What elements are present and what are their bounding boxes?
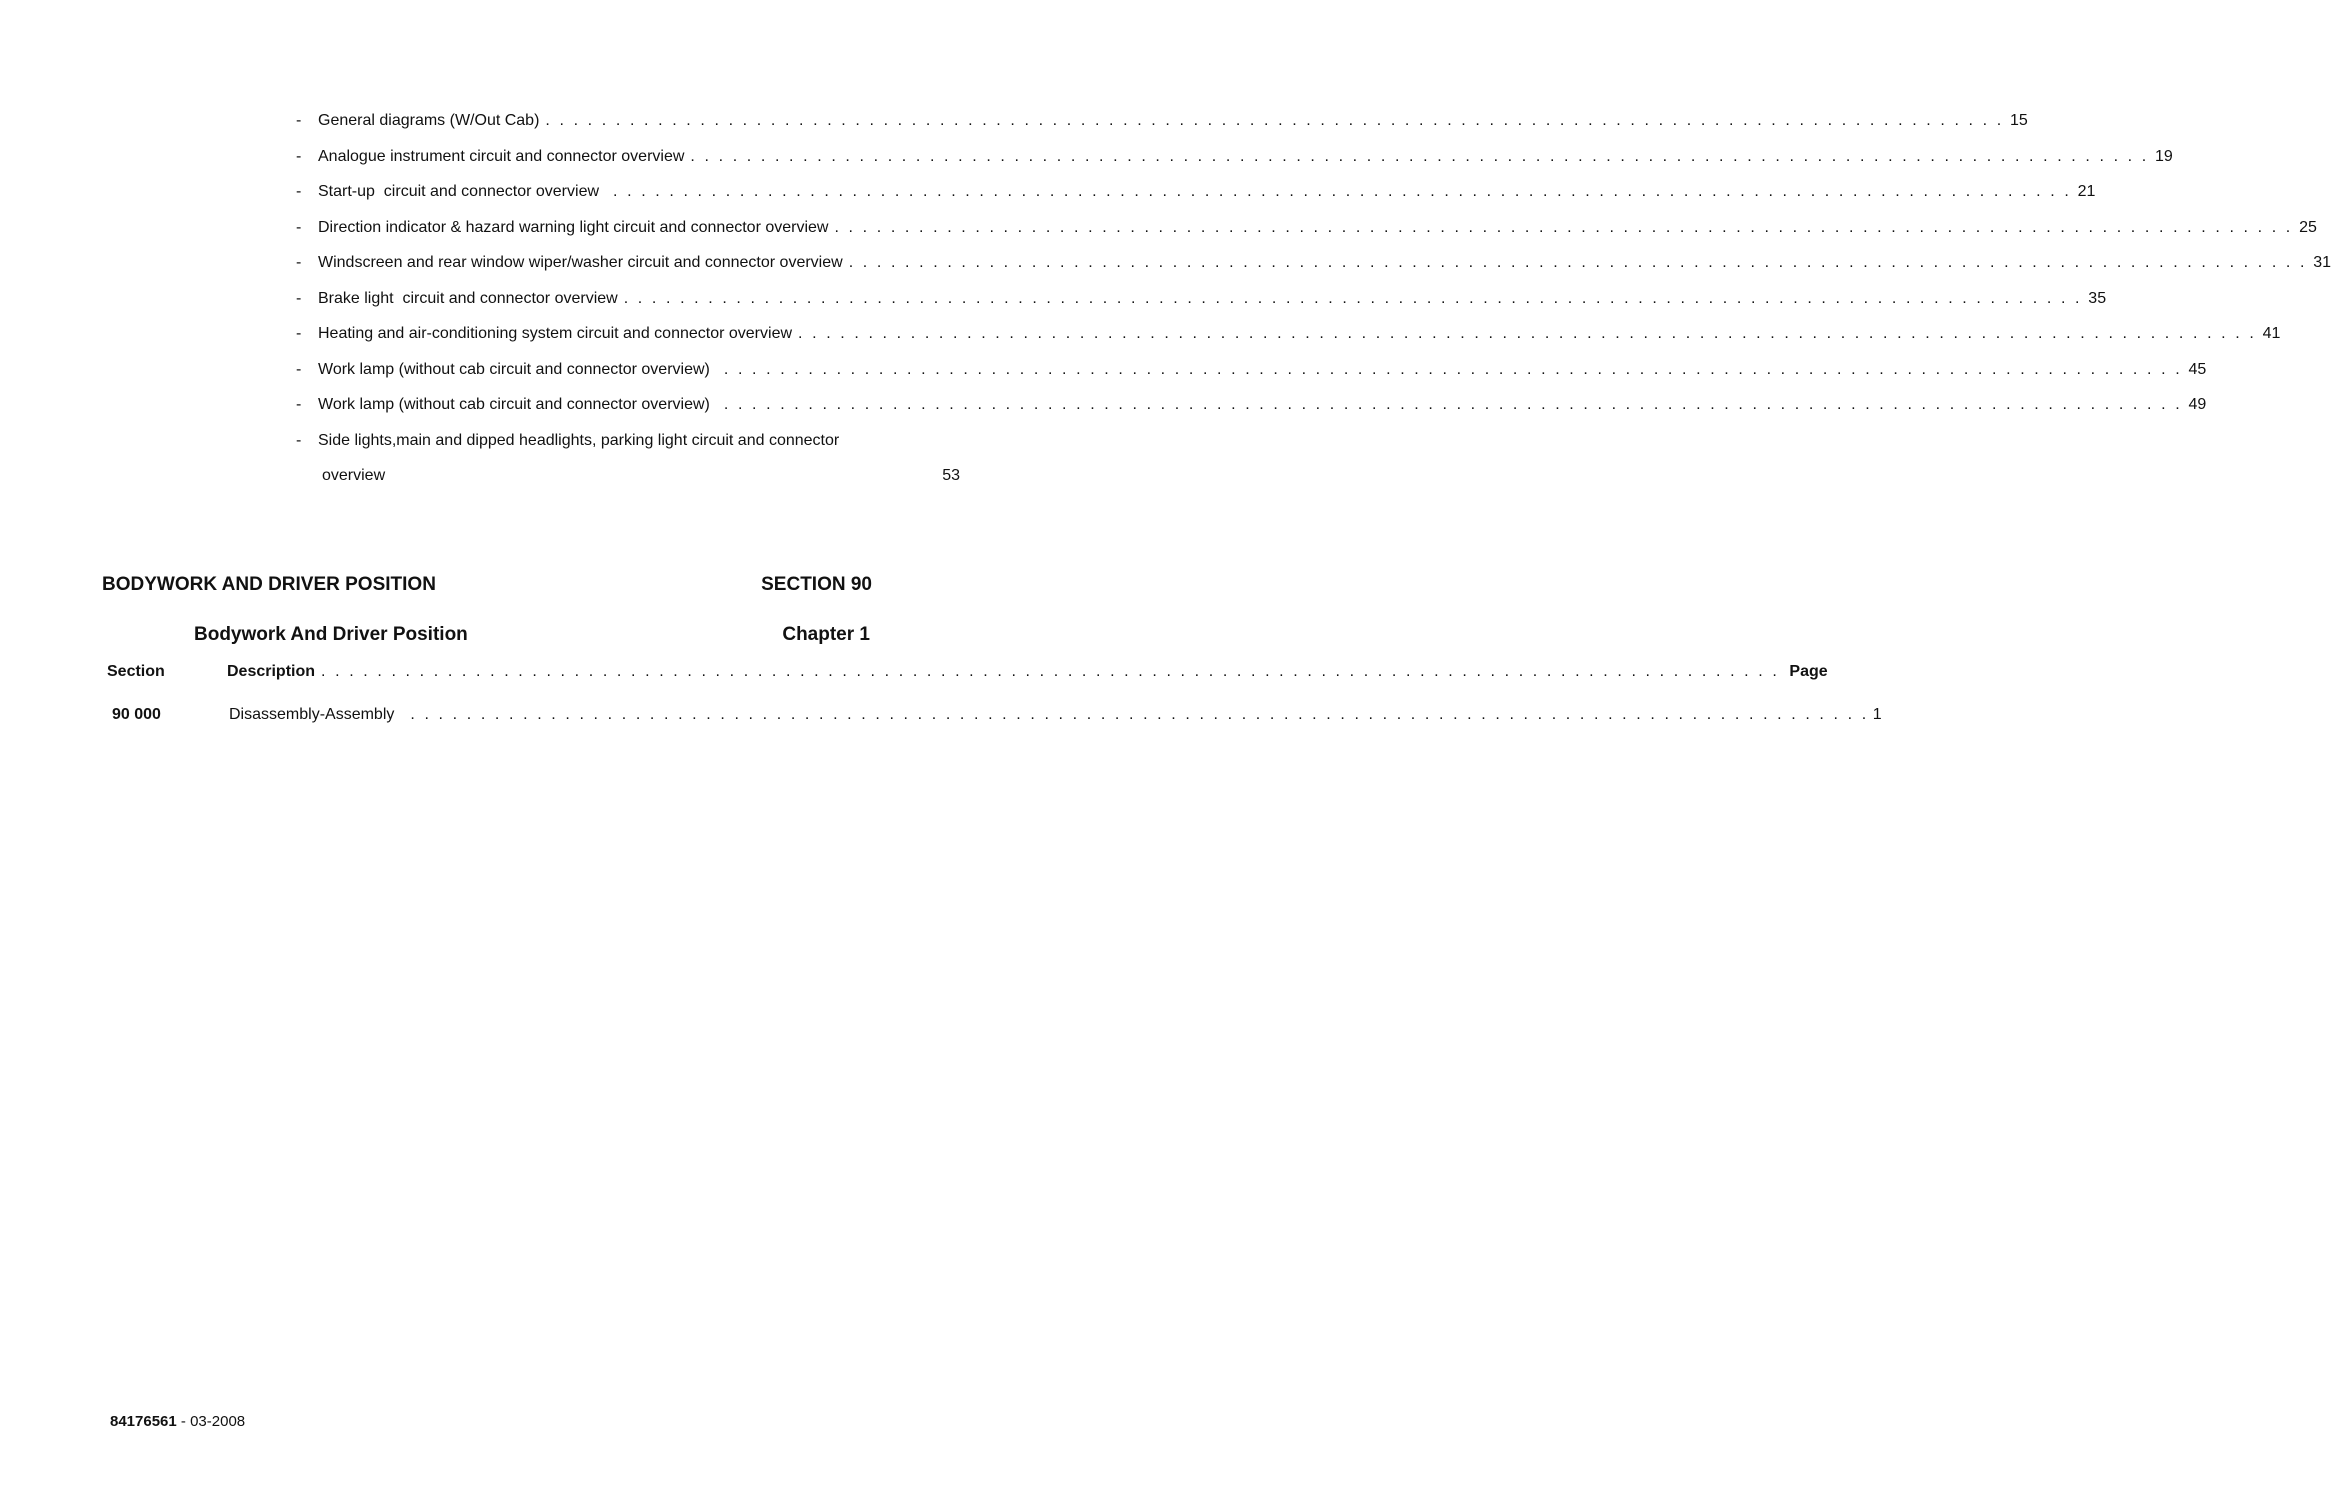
toc-item[interactable] [296,112,2028,148]
toc-item-title: Side lights,main and dipped headlights, parking light circuit and connector [318,431,840,449]
dot-leader [849,254,2307,272]
toc-item[interactable] [296,289,2107,326]
dot-leader [724,361,2182,379]
toc-item-continuation[interactable] [296,467,960,503]
toc-item-title: Brake light circuit and connector overview [318,289,618,307]
toc-item-title-continuation: overview [322,467,386,484]
toc-dash: - [296,360,302,378]
toc-item-title: Work lamp (without cab circuit and connector overview) [318,396,710,413]
toc-dash: - [296,218,302,236]
col-header-description: Description [227,663,316,680]
row-section: 90 000 [112,706,161,723]
dot-leader [690,148,2148,166]
table-header [107,663,1828,681]
dot-leader [624,290,2082,308]
toc-item-page: 53 [942,467,960,484]
toc-item-page: 49 [2188,396,2207,413]
chapter-number: Chapter 1 [782,624,870,645]
toc-item-title: General diagrams (W/Out Cab) [318,112,540,129]
footer-separator: - [180,1413,186,1430]
toc-dash: - [296,112,302,129]
toc-dash: - [296,325,302,342]
toc-item-title: Work lamp (without cab circuit and connector overview) [318,360,710,378]
toc-item[interactable] [296,325,2281,361]
section-title: BODYWORK AND DRIVER POSITION [102,574,436,595]
dot-leader [545,112,2003,130]
section-number: SECTION 90 [761,574,872,595]
toc-dash: - [296,147,302,165]
toc-item-title: Analogue instrument circuit and connector overview [318,147,685,165]
section-header [102,574,872,600]
row-page: 1 [1872,706,1882,723]
toc-item-title: Start-up circuit and connector overview [318,183,600,200]
toc-item[interactable] [296,218,2317,255]
col-header-page: Page [1789,663,1828,680]
dot-leader [724,396,2182,414]
toc-item-page: 35 [2088,289,2107,307]
toc-item[interactable] [296,360,2207,397]
toc-item-page: 25 [2299,218,2317,236]
page-footer [110,1413,245,1430]
toc-item[interactable] [296,432,960,468]
toc-item-title: Heating and air-conditioning system circuit and connector overview [318,325,793,342]
table-row[interactable] [112,706,1882,724]
toc-item-page: 21 [2077,183,2096,200]
dot-leader [321,663,1779,681]
toc-item-page: 45 [2188,360,2207,378]
chapter-title: Bodywork And Driver Position [194,624,468,645]
toc-item[interactable] [296,183,2096,219]
toc-item-page: 15 [2010,112,2028,129]
toc-item-page: 41 [2262,325,2281,342]
toc-item[interactable] [296,396,2207,432]
toc-dash: - [296,431,302,449]
toc-item-title: Windscreen and rear window wiper/washer circuit and connector overview [318,254,843,271]
dot-leader [834,219,2292,237]
toc-dash: - [296,254,302,271]
toc-dash: - [296,396,302,413]
col-header-section: Section [107,663,165,680]
dot-leader [410,706,1868,724]
toc-item[interactable] [296,254,2331,290]
doc-number: 84176561 [110,1413,177,1430]
toc-list [296,112,2331,503]
footer-date: 03-2008 [190,1413,246,1430]
toc-item[interactable] [296,147,2173,184]
toc-dash: - [296,183,302,200]
toc-item-page: 31 [2313,254,2331,271]
dot-leader [613,183,2071,201]
toc-item-title: Direction indicator & hazard warning light circuit and connector overview [318,218,829,236]
chapter-header [194,624,870,650]
toc-dash: - [296,289,302,307]
dot-leader [798,325,2256,343]
toc-item-page: 19 [2155,147,2173,165]
row-description: Disassembly-Assembly [229,706,395,723]
